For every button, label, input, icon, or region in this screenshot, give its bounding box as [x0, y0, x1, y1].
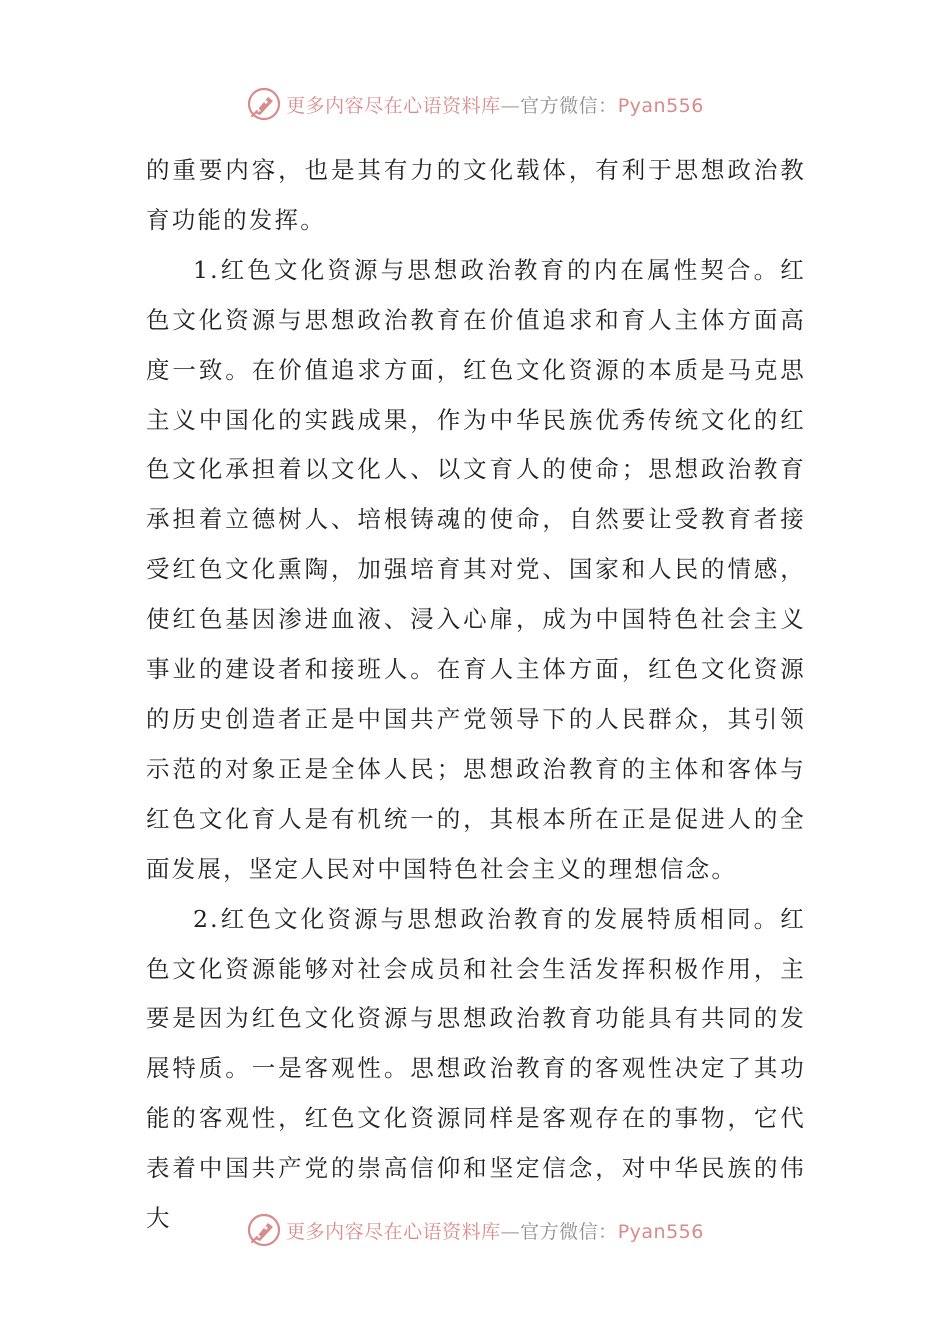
watermark-wechat-id: Pyan556: [617, 94, 704, 117]
watermark-wechat-label: 官方微信：: [520, 94, 618, 117]
pen-nib-logo-icon: [246, 86, 282, 122]
watermark-wechat-label: 官方微信：: [520, 1220, 618, 1243]
paragraph-point-1: 1.红色文化资源与思想政治教育的内在属性契合。红色文化资源与思想政治教育在价值追求和育人主体方面高度一致。在价值追求方面，红色文化资源的本质是马克思主义中国化的实践成果，作为中华民族优秀传统文化的红色文化承担着以文化人、以文育人的使命；思想政治教育承担着立德树人、培根铸魂的使命，自然要让受教育者接受红色文化熏陶，加强培育其对党、国家和人民的情感，使红色基因渗进血液、浸入心扉，成为中国特色社会主义事业的建设者和接班人。在育人主体方面，红色文化资源的历史创造者正是中国共产党领导下的人民群众，其引领示范的对象正是全体人民；思想政治教育的主体和客体与红色文化育人是有机统一的，其根本所在正是促进人的全面发展，坚定人民对中国特色社会主义的理想信念。: [146, 255, 806, 883]
footer-watermark: [0, 1210, 950, 1250]
paragraph-point-2: 2.红色文化资源与思想政治教育的发展特质相同。红色文化资源能够对社会成员和社会生活发挥积极作用，主要是因为红色文化资源与思想政治教育功能具有共同的发展特质。一是客观性。思想政治教育的客观性决定了其功能的客观性，红色文化资源同样是客观存在的事物，它代表着中国共产党的崇高信仰和坚定信念，对中华民族的伟大: [146, 904, 806, 1233]
header-watermark: [0, 84, 950, 124]
watermark-main-text: 更多内容尽在心语资料库: [286, 94, 501, 117]
paragraph-continuation: 的重要内容，也是其有力的文化载体，有利于思想政治教育功能的发挥。: [146, 156, 806, 234]
watermark-dash: —: [500, 94, 521, 117]
watermark-wechat-id: Pyan556: [617, 1220, 704, 1243]
watermark-dash: —: [500, 1220, 521, 1243]
watermark-main-text: 更多内容尽在心语资料库: [286, 1220, 501, 1243]
pen-nib-logo-icon: [246, 1212, 282, 1248]
